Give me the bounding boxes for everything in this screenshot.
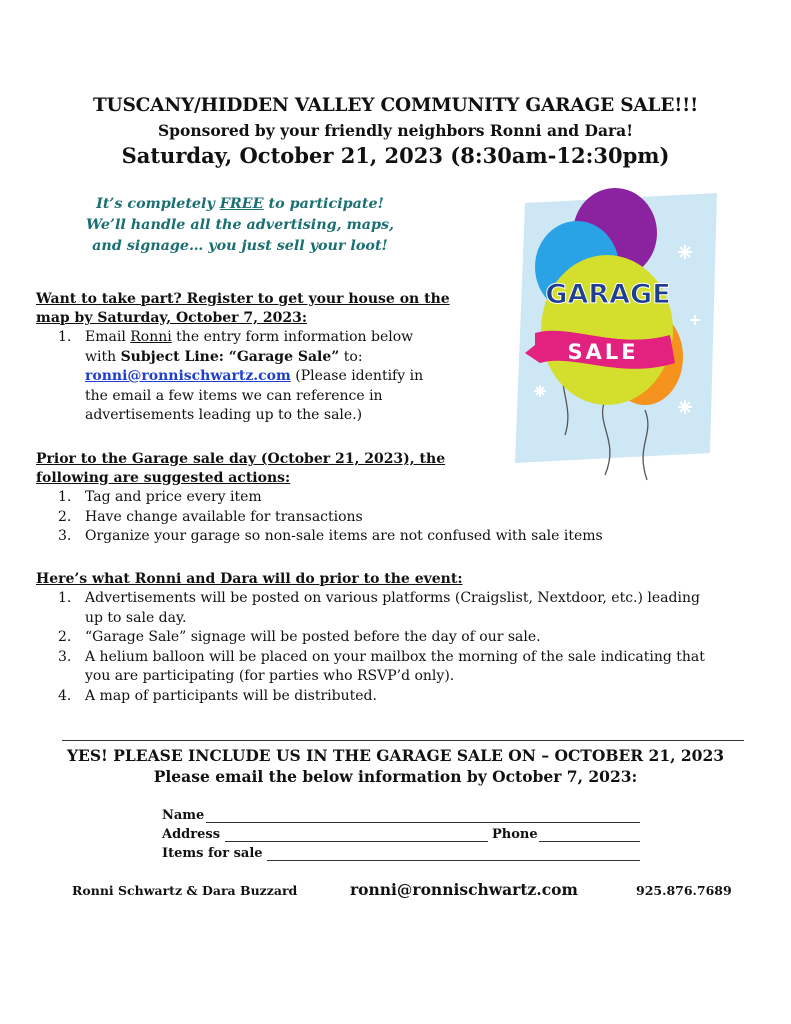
- garage-word: GARAGE: [545, 279, 671, 310]
- list-number: 2.: [58, 508, 72, 525]
- text: with: [85, 348, 121, 365]
- list-item: [36, 328, 476, 426]
- intro-text: to participate!: [263, 196, 384, 212]
- list-number: 2.: [58, 629, 72, 645]
- prior-heading-1: Prior to the Garage sale day (October 21, 2023), the: [36, 451, 446, 467]
- page-title: TUSCANY/HIDDEN VALLEY COMMUNITY GARAGE SALE!!!: [92, 95, 699, 116]
- list-text: Tag and price every item: [85, 489, 262, 505]
- list-number: 3.: [58, 528, 72, 544]
- text: to:: [339, 348, 363, 365]
- intro-line-3: and signage… you just sell your loot!: [92, 238, 388, 254]
- list-text: “Garage Sale” signage will be posted before the day of our sale.: [85, 629, 541, 645]
- register-line-5: advertisements leading up to the sale.): [85, 407, 363, 423]
- text: the entry form information below: [171, 329, 414, 345]
- address-field[interactable]: [225, 827, 488, 842]
- text: Email: [85, 329, 131, 345]
- sponsor-line: Sponsored by your friendly neighbors Ronni and Dara!: [157, 121, 634, 140]
- list-text: Organize your garage so non-sale items are not confused with sale items: [85, 528, 603, 544]
- items-field[interactable]: [267, 846, 640, 861]
- list-text: Have change available for transactions: [85, 508, 363, 525]
- list-item: [36, 628, 776, 648]
- footer-email[interactable]: ronni@ronnischwartz.com: [350, 880, 578, 899]
- yellow-balloon: [541, 255, 673, 405]
- signup-instruction: Please email the below information by October 7, 2023:: [153, 767, 638, 786]
- list-number: 3.: [58, 648, 72, 665]
- signup-yes-line: YES! PLEASE INCLUDE US IN THE GARAGE SALE ON – OCTOBER 21, 2023: [66, 746, 725, 765]
- intro-block: [40, 194, 440, 257]
- intro-line-2: We’ll handle all the advertising, maps,: [85, 217, 394, 233]
- name-field[interactable]: [206, 808, 640, 823]
- garage-sale-balloons-graphic: [495, 185, 720, 485]
- email-link[interactable]: ronni@ronnischwartz.com: [85, 368, 291, 384]
- register-line-4: the email a few items we can reference in: [85, 387, 383, 404]
- sale-word: SALE: [567, 340, 639, 364]
- intro-text: It’s completely: [96, 196, 220, 212]
- plan-list: [36, 589, 776, 706]
- register-section: [36, 290, 476, 426]
- subject-line-text: Subject Line: “Garage Sale”: [120, 348, 340, 365]
- address-label: Address: [162, 827, 221, 842]
- signup-header: [0, 745, 791, 787]
- items-label: Items for sale: [162, 846, 263, 861]
- list-text: up to sale day.: [85, 609, 187, 626]
- prior-section: [36, 450, 756, 547]
- list-item: [36, 648, 776, 687]
- list-number: 1.: [58, 590, 72, 606]
- register-heading-1: Want to take part? Register to get your house on the: [36, 291, 450, 307]
- register-line-3: [85, 367, 476, 387]
- plan-heading: Here’s what Ronni and Dara will do prior to the event:: [36, 571, 463, 587]
- ronni-name: Ronni: [130, 329, 172, 345]
- register-list: [36, 328, 476, 426]
- register-heading-2: map by Saturday, October 7, 2023:: [36, 310, 308, 326]
- list-item: [36, 488, 756, 508]
- plan-section: [36, 570, 776, 706]
- list-item: [36, 687, 776, 707]
- prior-list: [36, 488, 756, 547]
- organizer-names: Ronni Schwartz & Dara Buzzard: [72, 883, 298, 898]
- list-item: [36, 527, 756, 547]
- intro-line-1: [40, 194, 440, 215]
- list-text: you are participating (for parties who RSVP’d only).: [85, 668, 455, 684]
- name-label: Name: [162, 808, 205, 823]
- list-text: Advertisements will be posted on various platforms (Craigslist, Nextdoor, etc.) leading: [85, 590, 700, 606]
- text: (Please identify in: [290, 368, 424, 384]
- register-line-2: [85, 348, 476, 368]
- list-number: 1.: [58, 489, 72, 505]
- event-date: Saturday, October 21, 2023 (8:30am-12:30pm): [121, 143, 670, 168]
- prior-heading-2: following are suggested actions:: [36, 470, 291, 486]
- section-divider: [62, 740, 744, 741]
- list-number: 4.: [58, 687, 72, 704]
- free-word: FREE: [219, 196, 264, 212]
- list-item: [36, 508, 756, 528]
- list-text: A map of participants will be distributed.: [85, 687, 377, 704]
- list-item: [36, 589, 776, 628]
- phone-field[interactable]: [539, 827, 640, 842]
- list-number: 1.: [58, 329, 72, 345]
- phone-label: Phone: [492, 827, 538, 842]
- footer-phone: 925.876.7689: [636, 883, 732, 898]
- register-line-1: [85, 328, 476, 348]
- list-text: A helium balloon will be placed on your mailbox the morning of the sale indicating that: [85, 648, 705, 665]
